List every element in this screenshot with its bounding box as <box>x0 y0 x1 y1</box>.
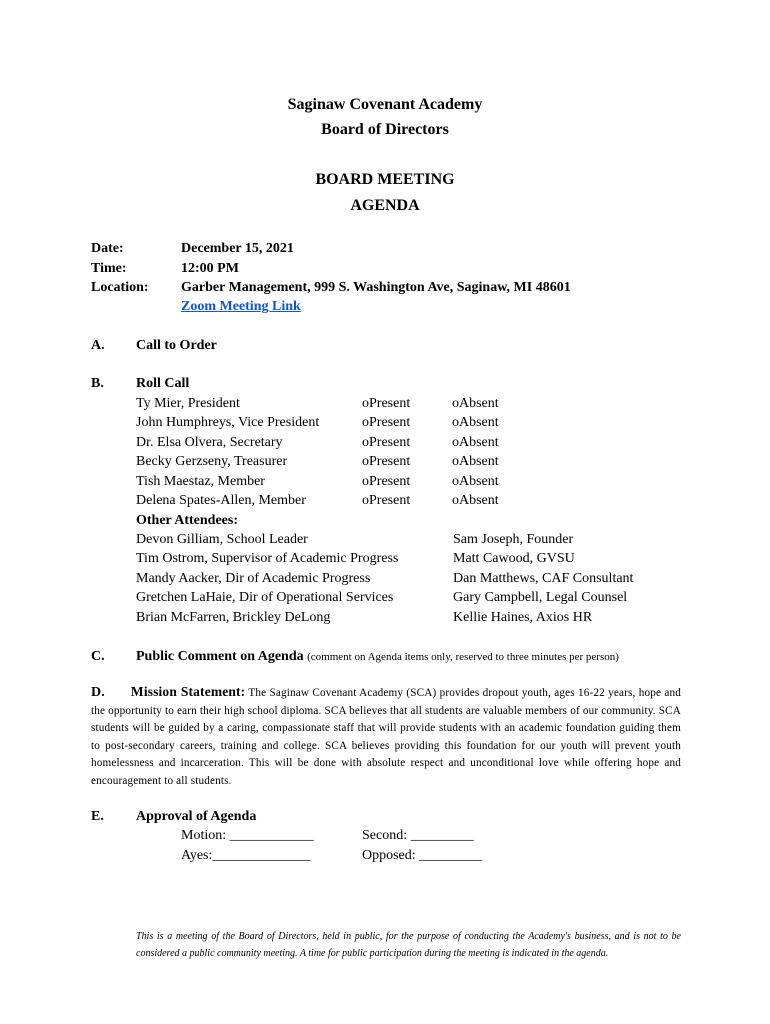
section-c-note: (comment on Agenda items only, reserved to three minutes per person) <box>307 651 619 663</box>
absent-option[interactable]: oAbsent <box>452 415 499 430</box>
section-d-letter: D. <box>91 685 105 700</box>
attendee: Kellie Haines, Axios HR <box>453 610 593 625</box>
section-d-title: Mission Statement: <box>130 684 246 699</box>
member-name: Tish Maestaz, Member <box>136 474 265 489</box>
date-value: December 15, 2021 <box>181 241 294 256</box>
attendee: Tim Ostrom, Supervisor of Academic Progress <box>136 551 399 566</box>
mission-statement <box>91 683 681 791</box>
present-option[interactable]: oPresent <box>362 435 411 450</box>
member-name: John Humphreys, Vice President <box>136 415 320 430</box>
attendee: Mandy Aacker, Dir of Academic Progress <box>136 571 371 586</box>
date-label: Date: <box>91 241 124 256</box>
member-name: Delena Spates-Allen, Member <box>136 493 306 508</box>
absent-option[interactable]: oAbsent <box>452 474 499 489</box>
member-name: Becky Gerzseny, Treasurer <box>136 454 288 469</box>
present-option[interactable]: oPresent <box>362 493 411 508</box>
attendee: Sam Joseph, Founder <box>453 532 574 547</box>
section-c-title: Public Comment on Agenda <box>136 649 304 664</box>
absent-option[interactable]: oAbsent <box>452 435 499 450</box>
board-name: Board of Directors <box>321 121 449 138</box>
section-a-title: Call to Order <box>136 338 217 353</box>
absent-option[interactable]: oAbsent <box>452 396 499 411</box>
location-label: Location: <box>91 280 149 295</box>
member-name: Ty Mier, President <box>136 396 240 411</box>
attendee: Brian McFarren, Brickley DeLong <box>136 610 331 625</box>
attendee: Gary Campbell, Legal Counsel <box>453 590 628 605</box>
present-option[interactable]: oPresent <box>362 415 411 430</box>
attendee: Matt Cawood, GVSU <box>453 551 575 566</box>
location-value: Garber Management, 999 S. Washington Ave, Saginaw, MI 48601 <box>181 280 571 295</box>
section-b-title: Roll Call <box>136 376 190 391</box>
attendee: Gretchen LaHaie, Dir of Operational Services <box>136 590 394 605</box>
zoom-meeting-link[interactable]: Zoom Meeting Link <box>181 299 301 314</box>
mission-text: The Saginaw Covenant Academy (SCA) provides dropout youth, ages 16-22 years, hope and the opportunity to earn their high school diploma. SCA believes that all students are valuable members of our community. SCA students will be guided by a caring, compassionate staff that will provide students with an academic foundation guiding them to post-secondary careers, training and college. SCA believes providing this foundation for our youth will prevent youth homelessness and incarceration. This will be done with absolute respect and unconditional love while offering hope and encouragement to all students. <box>91 687 681 787</box>
ayes-field: Ayes:______________ <box>181 848 311 863</box>
agenda-title: AGENDA <box>350 197 420 214</box>
section-e-letter: E. <box>91 809 104 824</box>
present-option[interactable]: oPresent <box>362 396 411 411</box>
absent-option[interactable]: oAbsent <box>452 493 499 508</box>
opposed-field: Opposed: _________ <box>362 848 483 863</box>
org-name: Saginaw Covenant Academy <box>287 96 483 113</box>
section-a-letter: A. <box>91 338 105 353</box>
member-name: Dr. Elsa Olvera, Secretary <box>136 435 283 450</box>
absent-option[interactable]: oAbsent <box>452 454 499 469</box>
present-option[interactable]: oPresent <box>362 454 411 469</box>
second-field: Second: _________ <box>362 828 474 843</box>
other-attendees-label: Other Attendees: <box>136 513 238 528</box>
time-label: Time: <box>91 261 127 276</box>
footer-note: This is a meeting of the Board of Directors, held in public, for the purpose of conducting the Academy's business, and is not to be considered a public community meeting. A time for public participation during the meeting is indicated in the agenda. <box>136 931 681 959</box>
meeting-title: BOARD MEETING <box>315 171 455 188</box>
section-c-heading <box>136 649 619 665</box>
time-value: 12:00 PM <box>181 261 239 276</box>
attendee: Dan Matthews, CAF Consultant <box>453 571 634 586</box>
present-option[interactable]: oPresent <box>362 474 411 489</box>
attendee: Devon Gilliam, School Leader <box>136 532 308 547</box>
section-c-letter: C. <box>91 649 105 664</box>
motion-field: Motion: ____________ <box>181 828 314 843</box>
section-e-title: Approval of Agenda <box>136 809 257 824</box>
section-b-letter: B. <box>91 376 104 391</box>
